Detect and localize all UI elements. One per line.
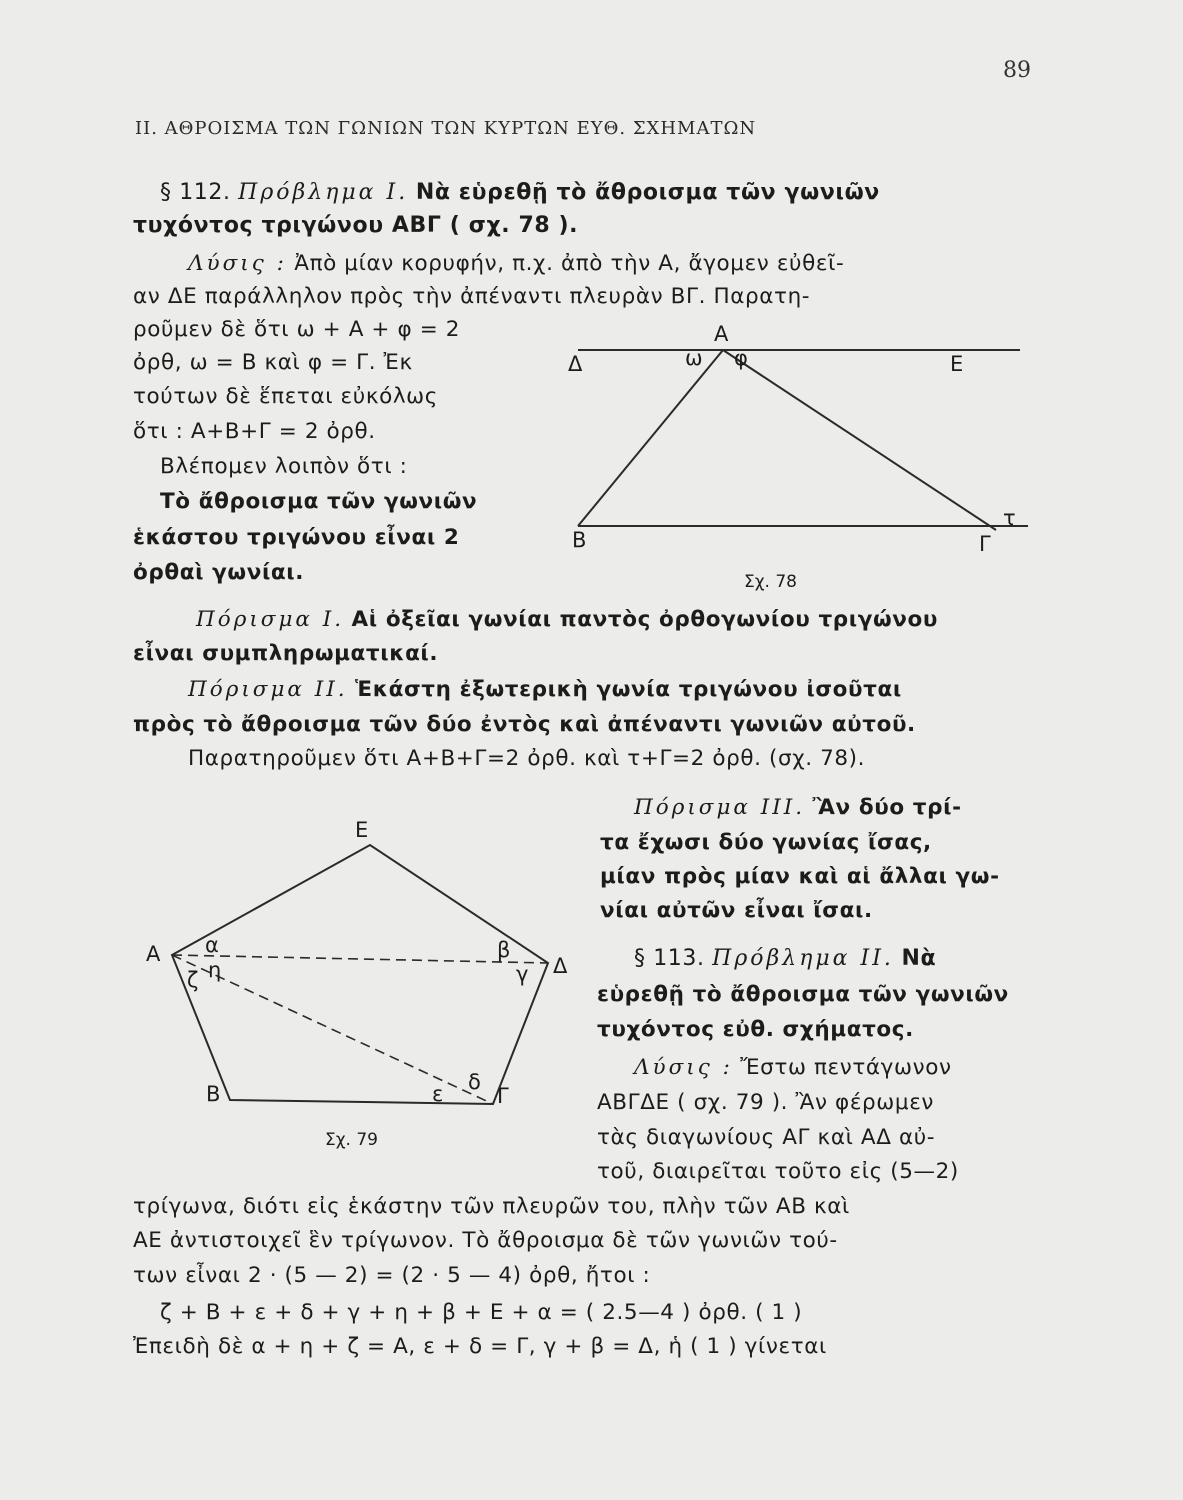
- s112-problem-label: Πρόβλημα Ι.: [238, 180, 409, 205]
- s112-solution-line3: ροῦμεν δὲ ὅτι ω + Α + φ = 2: [133, 317, 461, 342]
- porisma2-line2: πρὸς τὸ ἄθροισμα τῶν δύο ἐντὸς καὶ ἀπέναντι γωνιῶν αὐτοῦ.: [133, 712, 916, 737]
- fig79-label-epsilon: ε: [432, 1082, 444, 1106]
- fig79-label-B: Β: [206, 1082, 221, 1106]
- s113-problem-text: Νὰ: [901, 946, 937, 971]
- s113-solution-line1: [634, 1055, 952, 1080]
- fig78-label-tau: τ: [1003, 506, 1016, 530]
- fig79-label-gamma: γ: [516, 962, 529, 986]
- fig78-caption: Σχ. 78: [744, 572, 798, 592]
- chapter-title: ΙΙ. ΑΘΡΟΙΣΜΑ ΤΩΝ ΓΩΝΙΩΝ ΤΩΝ ΚΥΡΤΩΝ ΕΥΘ. ΣΧΗΜΑΤΩΝ: [135, 118, 757, 139]
- fig79-label-alpha: α: [205, 933, 219, 957]
- porisma2-label: Πόρισμα ΙΙ.: [188, 677, 348, 702]
- s112-problem-text: Νὰ εὑρεθῇ τὸ ἄθροισμα τῶν γωνιῶν: [415, 180, 880, 205]
- fig78-label-A: Α: [714, 322, 729, 346]
- fig79-label-E: Ε: [355, 818, 369, 842]
- s113-solution-line7: των εἶναι 2 · (5 — 2) = (2 · 5 — 4) ὀρθ, ἤτοι :: [133, 1263, 651, 1288]
- page-number: 89: [1003, 58, 1031, 83]
- fig79-label-eta: η: [208, 958, 222, 982]
- s113-solution-label: Λύσις :: [634, 1055, 733, 1080]
- s113-heading-line2: εὑρεθῇ τὸ ἄθροισμα τῶν γωνιῶν: [597, 982, 1009, 1007]
- porisma3-label: Πόρισμα ΙΙΙ.: [634, 795, 806, 820]
- porisma3-text: Ἂν δύο τρί-: [812, 795, 962, 820]
- s112-number: § 112.: [160, 180, 231, 205]
- fig78-label-D: Δ: [568, 352, 583, 376]
- s113-solution-line4: τοῦ, διαιρεῖται τοῦτο εἰς (5—2): [597, 1159, 959, 1184]
- s113-solution-text: Ἔστω πεντάγωνον: [740, 1055, 952, 1080]
- s112-heading-line2: τυχόντος τριγώνου ΑΒΓ ( σχ. 78 ).: [133, 213, 579, 238]
- porisma3-line3: μίαν πρὸς μίαν καὶ αἱ ἄλλαι γω-: [600, 864, 1000, 889]
- fig79-label-zeta: ζ: [187, 968, 199, 992]
- fig78-label-B: Β: [572, 528, 587, 552]
- s112-solution-line4: ὀρθ, ω = Β καὶ φ = Γ. Ἐκ: [133, 350, 413, 375]
- s112-solution-label: Λύσις :: [188, 251, 287, 276]
- porisma1-text: Αἱ ὀξεῖαι γωνίαι παντὸς ὀρθογωνίου τριγώνου: [351, 607, 939, 632]
- fig79-label-delta: δ: [468, 1070, 481, 1094]
- porisma3-line2: τα ἔχωσι δύο γωνίας ἴσας,: [600, 830, 932, 855]
- fig79-label-beta: β: [497, 938, 511, 962]
- s113-heading-line3: τυχόντος εὐθ. σχήματος.: [597, 1017, 914, 1042]
- s113-solution-line5: τρίγωνα, διότι εἰς ἑκάστην τῶν πλευρῶν του, πλὴν τῶν ΑΒ καὶ: [133, 1194, 850, 1219]
- porisma1-line2: εἶναι συμπληρωματικαί.: [133, 641, 439, 666]
- s113-solution-line2: ΑΒΓΔΕ ( σχ. 79 ). Ἂν φέρωμεν: [597, 1090, 935, 1115]
- fig78-label-E: Ε: [950, 352, 964, 376]
- fig79-label-A: Α: [146, 942, 161, 966]
- fig78-label-G: Γ: [979, 532, 991, 556]
- porisma1-label: Πόρισμα Ι.: [196, 607, 345, 632]
- fig78-label-omega: ω: [685, 346, 703, 370]
- theorem-line1: Τὸ ἄθροισμα τῶν γωνιῶν: [160, 489, 478, 514]
- theorem-line2: ἑκάστου τριγώνου εἶναι 2: [133, 525, 460, 550]
- fig78-label-phi: φ: [734, 346, 748, 370]
- s113-last-line: Ἐπειδὴ δὲ α + η + ζ = Α, ε + δ = Γ, γ + β = Δ, ἡ ( 1 ) γίνεται: [133, 1334, 827, 1359]
- fig79-caption: Σχ. 79: [325, 1130, 379, 1150]
- s112-solution-line7: Βλέπομεν λοιπὸν ὅτι :: [160, 454, 408, 479]
- s112-solution-line5: τούτων δὲ ἕπεται εὐκόλως: [133, 384, 438, 409]
- s112-solution-line2: αν ΔΕ παράλληλον πρὸς τὴν ἀπέναντι πλευρὰν ΒΓ. Παρατη-: [133, 284, 811, 309]
- s113-solution-line6: ΑΕ ἀντιστοιχεῖ ἓν τρίγωνον. Τὸ ἄθροισμα δὲ τῶν γωνιῶν τού-: [133, 1228, 838, 1253]
- fig79-label-G: Γ: [497, 1084, 509, 1108]
- s112-solution-text: Ἀπὸ μίαν κορυφήν, π.χ. ἀπὸ τὴν Α, ἄγομεν εὐθεῖ-: [294, 251, 845, 276]
- s113-heading: [634, 946, 936, 971]
- porisma3-line4: νίαι αὐτῶν εἶναι ἴσαι.: [600, 898, 873, 923]
- porisma2-line3: Παρατηροῦμεν ὅτι Α+Β+Γ=2 ὀρθ. καὶ τ+Γ=2 ὀρθ. (σχ. 78).: [188, 746, 866, 771]
- s113-problem-label: Πρόβλημα ΙΙ.: [712, 946, 894, 971]
- equation-1: ζ + Β + ε + δ + γ + η + β + Ε + α = ( 2.5—4 ) ὀρθ. ( 1 ): [160, 1300, 803, 1325]
- theorem-line3: ὀρθαὶ γωνίαι.: [133, 560, 305, 585]
- porisma2-text: Ἑκάστη ἐξωτερικὴ γωνία τριγώνου ἰσοῦται: [355, 677, 902, 702]
- pentagon-ABGDE: [172, 845, 548, 1104]
- s113-number: § 113.: [634, 946, 705, 971]
- s113-solution-line3: τὰς διαγωνίους ΑΓ καὶ ΑΔ αὐ-: [597, 1125, 936, 1150]
- fig79-label-D: Δ: [553, 954, 568, 978]
- s112-solution-line6: ὅτι : Α+Β+Γ = 2 ὀρθ.: [133, 419, 376, 444]
- diagonal-AD: [172, 955, 548, 963]
